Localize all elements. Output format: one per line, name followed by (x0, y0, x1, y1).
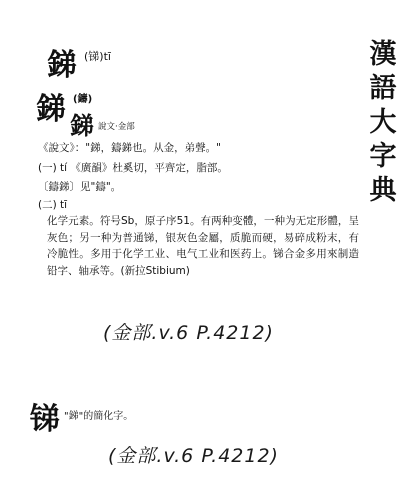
title-char: 漢 (369, 39, 397, 70)
entry1-note: (锑)tī (84, 50, 111, 63)
title-char: 典 (369, 175, 397, 206)
seal-script-char: 銻 (70, 111, 92, 140)
entry2-bracket-char: (鑄) (73, 94, 93, 105)
handwritten-reference: (金部.v.6 P.4212) (103, 322, 274, 344)
entry3-headchar: 锑 (30, 402, 60, 437)
sense2-pronunciation: (二) tī (38, 199, 68, 211)
entry3-note: "銻"的簡化字。 (64, 411, 134, 422)
sense1-pronunciation: (一) tí 《廣韻》杜奚切，平齊定，脂部。 (38, 162, 228, 174)
title-char: 語 (369, 73, 397, 104)
sense1-definition: 〔鑄銻〕见"鑄"。 (38, 181, 122, 193)
sense2-definition: 化学元素。符号Sb，原子序51。有两种变體，一种为无定形體，呈灰色；另一种为普通锑，银灰色金屬，质脆而硬，易碎成粉末，有冷脆性。多用于化学工业、电气工业和医药上。锑合金多用來制造铅字、轴承等。(新拉Stibium) (47, 215, 359, 277)
seal-source: 說文·金部 (98, 122, 135, 132)
title-char: 大 (369, 107, 397, 138)
handwritten-reference: (金部.v.6 P.4212) (108, 445, 279, 467)
shuowen-citation: 《說文》："銻，鑄銻也。从金，弟聲。" (38, 142, 221, 154)
entry1-headchar: 銻 (47, 48, 77, 83)
entry2-headchar: 銻 (36, 92, 66, 127)
dictionary-title (366, 38, 400, 208)
title-char: 字 (369, 141, 397, 172)
